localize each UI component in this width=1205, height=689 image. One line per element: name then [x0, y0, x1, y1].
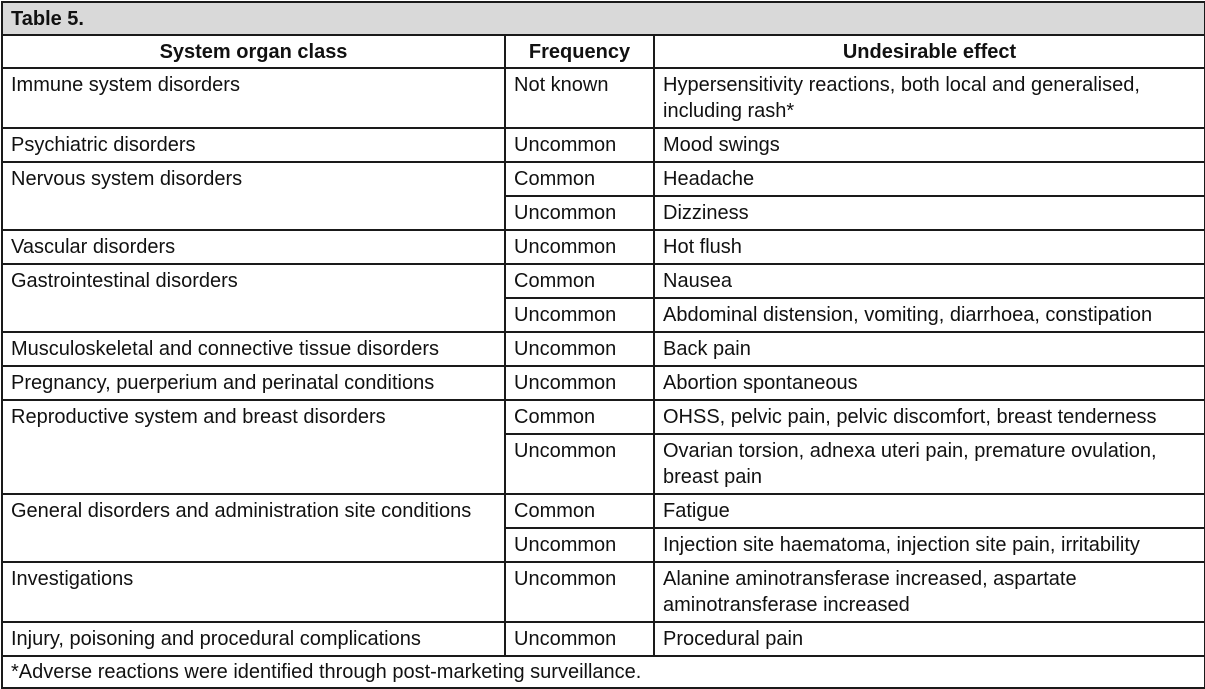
table-row — [2, 332, 1205, 366]
soc-cell: Reproductive system and breast disorders — [2, 400, 505, 494]
effect-cell: Abortion spontaneous — [654, 366, 1205, 400]
table-row — [2, 366, 1205, 400]
table-row — [2, 162, 1205, 196]
table-row — [2, 622, 1205, 656]
table-row — [2, 230, 1205, 264]
frequency-cell: Uncommon — [505, 366, 654, 400]
table-footnote: *Adverse reactions were identified through post-marketing surveillance. — [2, 656, 1205, 688]
frequency-cell: Uncommon — [505, 230, 654, 264]
table-row — [2, 264, 1205, 298]
frequency-cell: Uncommon — [505, 528, 654, 562]
effect-cell: OHSS, pelvic pain, pelvic discomfort, breast tenderness — [654, 400, 1205, 434]
table-row — [2, 562, 1205, 622]
soc-cell: Pregnancy, puerperium and perinatal conditions — [2, 366, 505, 400]
table-title: Table 5. — [2, 2, 1205, 35]
table-title-row — [2, 2, 1205, 35]
frequency-cell: Common — [505, 264, 654, 298]
effect-cell: Hypersensitivity reactions, both local and generalised, including rash* — [654, 68, 1205, 128]
soc-cell: Injury, poisoning and procedural complications — [2, 622, 505, 656]
frequency-cell: Uncommon — [505, 434, 654, 494]
effect-cell: Injection site haematoma, injection site pain, irritability — [654, 528, 1205, 562]
effect-cell: Nausea — [654, 264, 1205, 298]
table-row — [2, 128, 1205, 162]
effect-cell: Fatigue — [654, 494, 1205, 528]
adverse-effects-table — [1, 1, 1205, 689]
soc-cell: Nervous system disorders — [2, 162, 505, 230]
frequency-cell: Uncommon — [505, 332, 654, 366]
soc-cell: Vascular disorders — [2, 230, 505, 264]
frequency-cell: Common — [505, 400, 654, 434]
header-system-organ-class: System organ class — [2, 35, 505, 68]
table-row — [2, 68, 1205, 128]
frequency-cell: Uncommon — [505, 298, 654, 332]
table-header-row — [2, 35, 1205, 68]
frequency-cell: Uncommon — [505, 562, 654, 622]
soc-cell: Musculoskeletal and connective tissue disorders — [2, 332, 505, 366]
effect-cell: Procedural pain — [654, 622, 1205, 656]
header-frequency: Frequency — [505, 35, 654, 68]
table-footnote-row — [2, 656, 1205, 688]
frequency-cell: Common — [505, 162, 654, 196]
effect-cell: Hot flush — [654, 230, 1205, 264]
soc-cell: Immune system disorders — [2, 68, 505, 128]
effect-cell: Ovarian torsion, adnexa uteri pain, premature ovulation, breast pain — [654, 434, 1205, 494]
soc-cell: Investigations — [2, 562, 505, 622]
frequency-cell: Uncommon — [505, 196, 654, 230]
frequency-cell: Uncommon — [505, 128, 654, 162]
effect-cell: Abdominal distension, vomiting, diarrhoea, constipation — [654, 298, 1205, 332]
frequency-cell: Not known — [505, 68, 654, 128]
effect-cell: Headache — [654, 162, 1205, 196]
effect-cell: Back pain — [654, 332, 1205, 366]
table-row — [2, 400, 1205, 434]
effect-cell: Dizziness — [654, 196, 1205, 230]
soc-cell: General disorders and administration site conditions — [2, 494, 505, 562]
soc-cell: Psychiatric disorders — [2, 128, 505, 162]
effect-cell: Alanine aminotransferase increased, aspartate aminotransferase increased — [654, 562, 1205, 622]
table-row — [2, 494, 1205, 528]
frequency-cell: Uncommon — [505, 622, 654, 656]
effect-cell: Mood swings — [654, 128, 1205, 162]
soc-cell: Gastrointestinal disorders — [2, 264, 505, 332]
frequency-cell: Common — [505, 494, 654, 528]
header-undesirable-effect: Undesirable effect — [654, 35, 1205, 68]
